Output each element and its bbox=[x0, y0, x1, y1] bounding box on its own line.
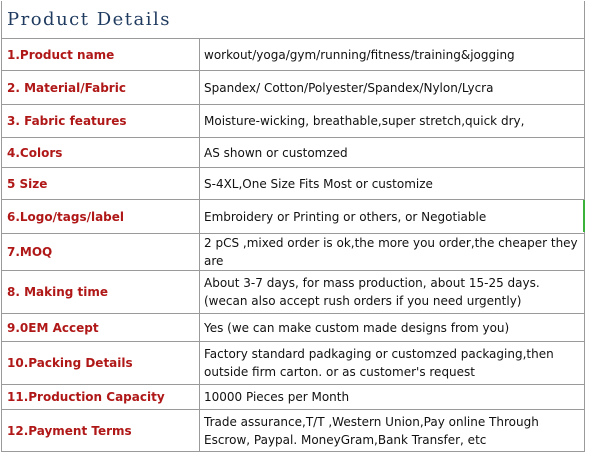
row-value: Yes (we can make custom made designs from you) bbox=[200, 314, 585, 342]
row-value: Spandex/ Cotton/Polyester/Spandex/Nylon/Lycra bbox=[200, 71, 585, 105]
row-label: 1.Product name bbox=[2, 39, 200, 71]
table-row bbox=[2, 138, 585, 168]
row-label: 3. Fabric features bbox=[2, 105, 200, 138]
row-label: 8. Making time bbox=[2, 271, 200, 314]
table-row bbox=[2, 71, 585, 105]
row-value: About 3-7 days, for mass production, about 15-25 days.(wecan also accept rush orders if you need urgently) bbox=[200, 271, 585, 314]
table-title: Product Details bbox=[2, 1, 585, 39]
table-row bbox=[2, 385, 585, 410]
row-value: Factory standard padkaging or customzed packaging,then outside firm carton. or as customer's request bbox=[200, 342, 585, 385]
table-row bbox=[2, 410, 585, 452]
row-label: 6.Logo/tags/label bbox=[2, 200, 200, 234]
row-value: Moisture-wicking, breathable,super stretch,quick dry, bbox=[200, 105, 585, 138]
table-row bbox=[2, 271, 585, 314]
row-value: Trade assurance,T/T ,Western Union,Pay online Through Escrow, Paypal. MoneyGram,Bank Transfer, etc bbox=[200, 410, 585, 452]
table-row bbox=[2, 168, 585, 200]
product-details-table bbox=[1, 1, 585, 452]
row-value: 2 pCS ,mixed order is ok,the more you order,the cheaper they are bbox=[200, 234, 585, 271]
row-label: 12.Payment Terms bbox=[2, 410, 200, 452]
row-label: 2. Material/Fabric bbox=[2, 71, 200, 105]
row-label: 10.Packing Details bbox=[2, 342, 200, 385]
row-value: workout/yoga/gym/running/fitness/training&jogging bbox=[200, 39, 585, 71]
row-label: 11.Production Capacity bbox=[2, 385, 200, 410]
table-row bbox=[2, 39, 585, 71]
table-row bbox=[2, 234, 585, 271]
row-label: 4.Colors bbox=[2, 138, 200, 168]
row-label: 7.MOQ bbox=[2, 234, 200, 271]
row-value: Embroidery or Printing or others, or Negotiable bbox=[200, 200, 585, 234]
table-row bbox=[2, 200, 585, 234]
cell-selection-marker bbox=[583, 200, 585, 232]
row-label: 9.0EM Accept bbox=[2, 314, 200, 342]
row-value: 10000 Pieces per Month bbox=[200, 385, 585, 410]
row-value: AS shown or customzed bbox=[200, 138, 585, 168]
row-label: 5 Size bbox=[2, 168, 200, 200]
row-value: S-4XL,One Size Fits Most or customize bbox=[200, 168, 585, 200]
table-row bbox=[2, 342, 585, 385]
table-row bbox=[2, 105, 585, 138]
table-row bbox=[2, 314, 585, 342]
title-row bbox=[2, 1, 585, 39]
